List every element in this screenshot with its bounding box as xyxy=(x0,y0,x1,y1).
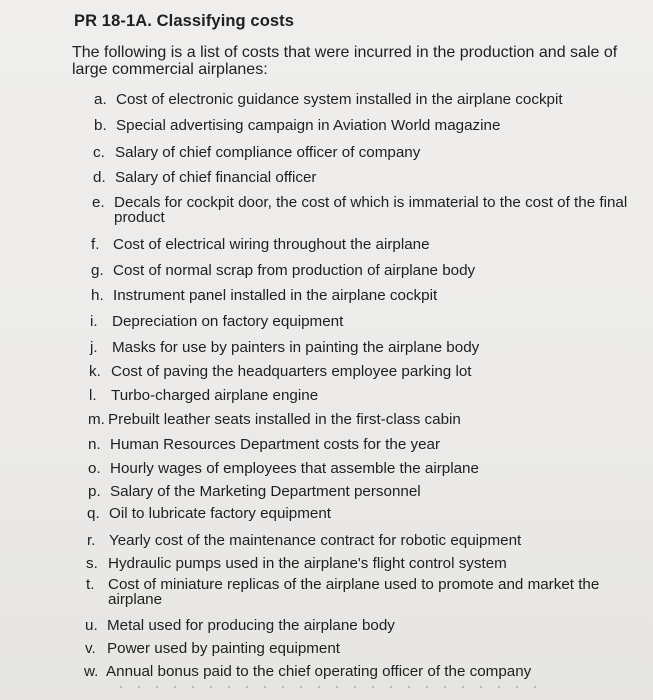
list-item xyxy=(87,533,521,548)
item-text: Power used by painting equipment xyxy=(107,640,341,657)
list-item xyxy=(88,484,421,499)
item-text: Salary of the Marketing Department personnel xyxy=(110,483,421,500)
item-letter: k. xyxy=(89,363,101,380)
item-letter: m. xyxy=(88,411,105,428)
item-text: Cost of normal scrap from production of airplane body xyxy=(113,262,476,279)
item-letter: j. xyxy=(90,339,98,356)
item-letter: a. xyxy=(94,91,107,108)
list-item xyxy=(93,145,420,160)
list-item xyxy=(92,195,634,225)
item-text: Cost of miniature replicas of the airplane used to promote and market the airplane xyxy=(108,576,600,608)
item-letter: c. xyxy=(93,144,105,161)
item-letter: l. xyxy=(89,387,97,404)
list-item xyxy=(86,577,628,607)
item-letter: g. xyxy=(91,262,104,279)
item-text: Prebuilt leather seats installed in the first-class cabin xyxy=(108,411,461,428)
list-item xyxy=(91,263,475,278)
list-item xyxy=(88,461,479,476)
item-letter: u. xyxy=(85,617,98,634)
item-text: Human Resources Department costs for the year xyxy=(110,436,441,453)
item-letter: r. xyxy=(87,532,96,549)
list-item xyxy=(90,340,479,355)
item-text: Cost of electrical wiring throughout the airplane xyxy=(113,236,430,253)
list-item xyxy=(94,118,500,133)
item-text: Cost of paving the headquarters employee parking lot xyxy=(111,363,472,380)
item-text: Oil to lubricate factory equipment xyxy=(109,505,332,522)
list-item xyxy=(89,364,472,379)
item-text: Turbo-charged airplane engine xyxy=(111,387,319,404)
item-letter: w. xyxy=(84,663,99,680)
item-text: Annual bonus paid to the chief operating officer of the company xyxy=(106,663,532,680)
item-letter: s. xyxy=(86,555,98,572)
item-letter: d. xyxy=(93,169,106,186)
item-text: Special advertising campaign in Aviation World magazine xyxy=(116,117,501,134)
item-letter: n. xyxy=(88,436,101,453)
list-item xyxy=(88,412,461,427)
item-text: Masks for use by painters in painting the airplane body xyxy=(112,339,480,356)
item-text: Hydraulic pumps used in the airplane's flight control system xyxy=(108,555,507,572)
item-text: Metal used for producing the airplane body xyxy=(107,617,395,634)
list-item xyxy=(91,288,437,303)
item-letter: i. xyxy=(90,313,98,330)
item-text: Yearly cost of the maintenance contract for robotic equipment xyxy=(109,532,522,549)
item-text: Hourly wages of employees that assemble the airplane xyxy=(110,460,479,477)
item-text: Cost of electronic guidance system installed in the airplane cockpit xyxy=(116,91,563,108)
list-item xyxy=(94,92,563,107)
list-item xyxy=(90,314,343,329)
page-edge-dots xyxy=(120,686,540,688)
list-item xyxy=(93,170,316,185)
item-letter: b. xyxy=(94,117,107,134)
list-item xyxy=(86,556,507,571)
item-letter: h. xyxy=(91,287,104,304)
list-item xyxy=(85,641,340,656)
list-item xyxy=(91,237,430,252)
item-letter: v. xyxy=(85,640,96,657)
item-letter: p. xyxy=(88,483,101,500)
item-letter: q. xyxy=(87,505,100,522)
item-letter: t. xyxy=(86,576,95,593)
item-letter: o. xyxy=(88,460,101,477)
item-letter: e. xyxy=(92,194,105,211)
list-item xyxy=(85,618,395,633)
problem-title: PR 18-1A. Classifying costs xyxy=(74,12,295,30)
list-item xyxy=(84,664,531,679)
item-text: Decals for cockpit door, the cost of which is immaterial to the cost of the final product xyxy=(114,194,628,226)
item-text: Salary of chief financial officer xyxy=(115,169,317,186)
item-text: Depreciation on factory equipment xyxy=(112,313,344,330)
list-item xyxy=(88,437,440,452)
item-text: Instrument panel installed in the airplane cockpit xyxy=(113,287,438,304)
list-item xyxy=(87,506,331,521)
problem-intro: The following is a list of costs that were incurred in the production and sale of large commercial airplanes: xyxy=(72,44,618,78)
item-letter: f. xyxy=(91,236,100,253)
list-item xyxy=(89,388,318,403)
item-text: Salary of chief compliance officer of company xyxy=(115,144,421,161)
